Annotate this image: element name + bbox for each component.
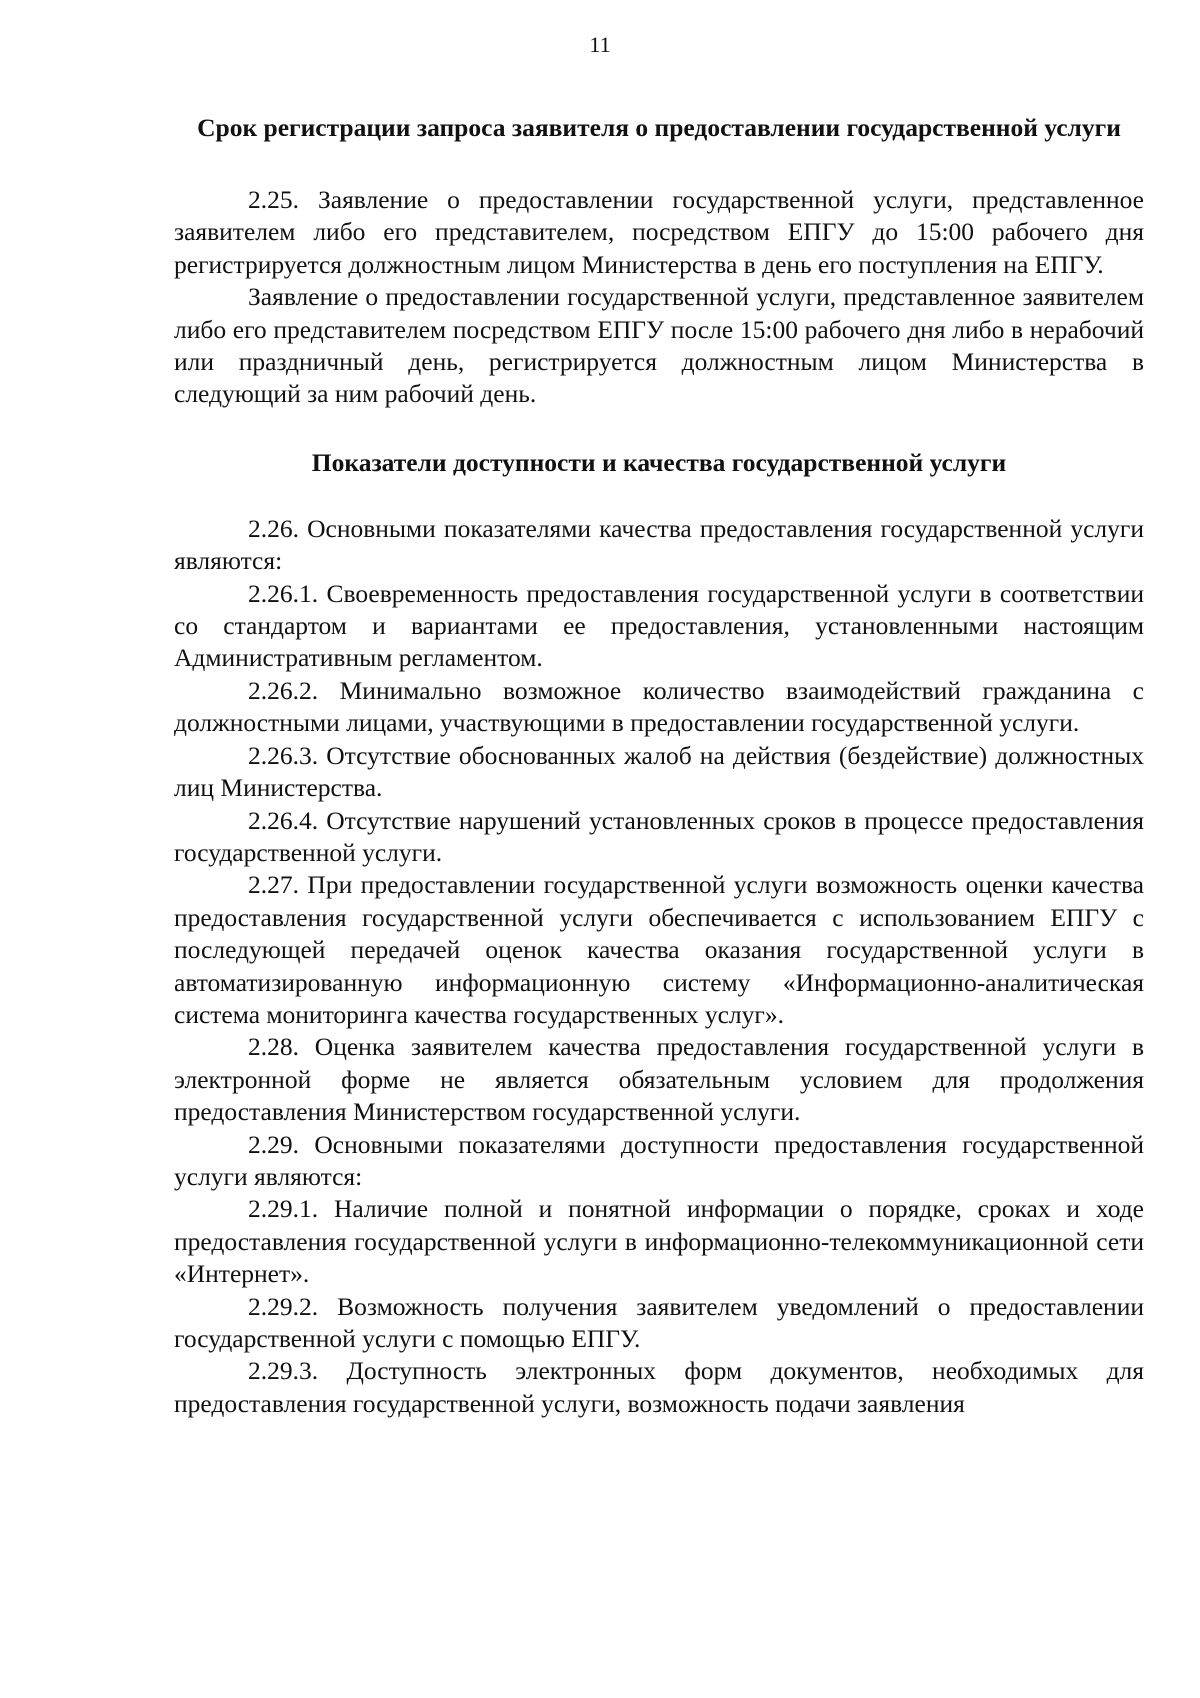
page-number: 11	[589, 32, 611, 57]
paragraph-2-26: 2.26. Основными показателями качества предоставления государственной услуги являются:	[174, 513, 1144, 576]
section-heading-quality-indicators: Показатели доступности и качества государственной услуги	[311, 447, 1007, 477]
paragraph-2-29: 2.29. Основными показателями доступности предоставления государственной услуги являются:	[174, 1129, 1144, 1191]
section-heading-registration-term: Срок регистрации запроса заявителя о предоставлении государственной услуги	[197, 113, 1121, 142]
paragraph-2-29-3: 2.29.3. Доступность электронных форм документов, необходимых для предоставления государственной услуги, возможность подачи заявления	[174, 1356, 1144, 1418]
paragraph-2-26-2: 2.26.2. Минимально возможное количество взаимодействий гражданина с должностными лицами, участвующими в предоставлении государственной услуги.	[174, 675, 1144, 738]
paragraph-2-25: 2.25. Заявление о предоставлении государственной услуги, представленное заявителем либо его представителем, посредством ЕПГУ до 15:00 рабочего дня регистрируется должностным лицом Министерства в день его поступления на ЕПГУ.	[174, 185, 1144, 279]
paragraph-2-29-1: 2.29.1. Наличие полной и понятной информации о порядке, сроках и ходе предоставления государственной услуги в информационно-телекоммуникационной сети «Интернет».	[174, 1194, 1144, 1289]
paragraph-2-26-1: 2.26.1. Своевременность предоставления государственной услуги в соответствии со стандартом и вариантами ее предоставления, установленными настоящим Административным регламентом.	[174, 578, 1144, 673]
paragraph-2-28: 2.28. Оценка заявителем качества предоставления государственной услуги в электронной форме не является обязательным условием для продолжения предоставления Министерством государственной услуги.	[174, 1032, 1144, 1127]
paragraph-2-27: 2.27. При предоставлении государственной услуги возможность оценки качества предоставления государственной услуги обеспечивается с использованием ЕПГУ с последующей передачей оценок качества оказания государственной услуги в автоматизированную информационную систему «Информационно-аналитическая система мониторинга качества государственных услуг».	[174, 870, 1144, 1029]
paragraph-2-26-3: 2.26.3. Отсутствие обоснованных жалоб на действия (бездействие) должностных лиц Министерства.	[174, 740, 1144, 803]
document-body	[174, 112, 1144, 1420]
paragraph-2-29-2: 2.29.2. Возможность получения заявителем уведомлений о предоставлении государственной услуги с помощью ЕПГУ.	[174, 1291, 1144, 1353]
paragraph-2-26-4: 2.26.4. Отсутствие нарушений установленных сроков в процессе предоставления государственной услуги.	[174, 805, 1144, 867]
paragraph-2-25-continued: Заявление о предоставлении государственной услуги, представленное заявителем либо его представителем посредством ЕПГУ после 15:00 рабочего дня либо в нерабочий или праздничный день, регистрируется должностным лицом Министерства в следующий за ним рабочий день.	[174, 282, 1144, 409]
